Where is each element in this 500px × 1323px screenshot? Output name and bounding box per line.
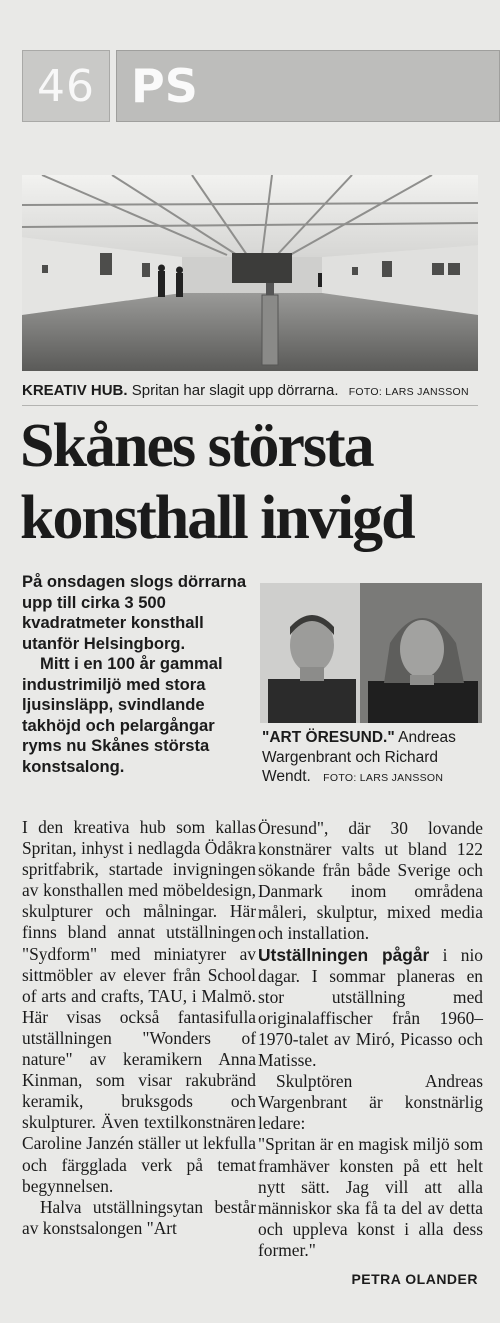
body-column-left bbox=[22, 817, 256, 1239]
page-number: 46 bbox=[22, 50, 110, 122]
hero-caption-text: Spritan har slagit upp dörrarna. bbox=[131, 382, 339, 399]
body-paragraph: Halva utställningsytan består av konstsalongen "Art bbox=[22, 1196, 256, 1238]
page-header bbox=[22, 50, 500, 122]
two-men-portrait-illustration bbox=[260, 583, 482, 723]
body-column-right bbox=[258, 818, 483, 1261]
portrait-photo bbox=[260, 583, 482, 723]
quote: "Spritan är en magisk miljö som framhäver konsten på ett helt nytt sätt. Jag vill att alla människor ska få ta del av detta och uppleva konst i alla dess former." bbox=[258, 1134, 483, 1260]
section-name: PS bbox=[116, 50, 500, 122]
ingress-paragraph-1: På onsdagen slogs dörrarna upp till cirka 3 500 kvadratmeter konsthall utanför Helsingborg. bbox=[22, 572, 247, 653]
portrait-caption-text: Andreas Wargenbrant och Richard Wendt. bbox=[262, 729, 456, 785]
hero-caption-kicker: KREATIV HUB. bbox=[22, 382, 128, 399]
ingress-paragraph-2: Mitt i en 100 år gammal industrimiljö med stora ljusinsläpp, svindlande takhöjd och pelargångar ryms nu Skånes största konstsalong. bbox=[22, 654, 223, 776]
portrait-caption-kicker: "ART ÖRESUND." bbox=[262, 729, 395, 746]
hero-caption bbox=[22, 382, 492, 399]
hero-photo bbox=[22, 175, 478, 371]
portrait-caption bbox=[262, 728, 487, 789]
exhibition-hall-illustration bbox=[22, 175, 478, 371]
paragraph-lead: Utställningen pågår bbox=[258, 944, 430, 965]
headline-line-1: Skånes största bbox=[20, 412, 373, 480]
body-paragraph: Öresund", där 30 lovande konstnärer valts ut bland 122 sökande från både Sverige och Danmark inom områdena måleri, skulptur, mixed media och installation. bbox=[258, 818, 483, 944]
byline: PETRA OLANDER bbox=[351, 1271, 478, 1287]
portrait-photo-credit: FOTO: LARS JANSSON bbox=[323, 772, 444, 784]
headline bbox=[20, 410, 498, 554]
hero-photo-credit: FOTO: LARS JANSSON bbox=[348, 386, 469, 398]
body-paragraph: Skulptören Andreas Wargenbrant är konstnärlig ledare: bbox=[258, 1071, 483, 1134]
body-paragraph: I den kreativa hub som kallas Spritan, inhyst i nedlagda Ödåkra spritfabrik, startade invigningen av konsthallen med möbeldesign, skulpturer och målningar. Här finns bland annat utställningen "Sydform" med miniatyrer av sittmöbler av elever från School of arts and crafts, TAU, i Malmö. Här visas också fantasifulla utställningen "Wonders of nature" av keramikern Anna Kinman, som visar rakubränd keramik, bruksgods och skulpturer. Även textilkonstnären Caroline Janzén ställer ut lekfulla och färgglada verk på temat begynnelsen. bbox=[22, 817, 256, 1196]
paragraph-text: i nio dagar. I sommar planeras en stor utställning med originalaffischer från 1960–1970-talet av Miró, Picasso och Matisse. bbox=[258, 944, 483, 1071]
body-paragraph bbox=[258, 945, 483, 1072]
ingress bbox=[22, 572, 254, 777]
headline-line-2: konsthall invigd bbox=[20, 484, 414, 552]
divider bbox=[22, 405, 478, 406]
